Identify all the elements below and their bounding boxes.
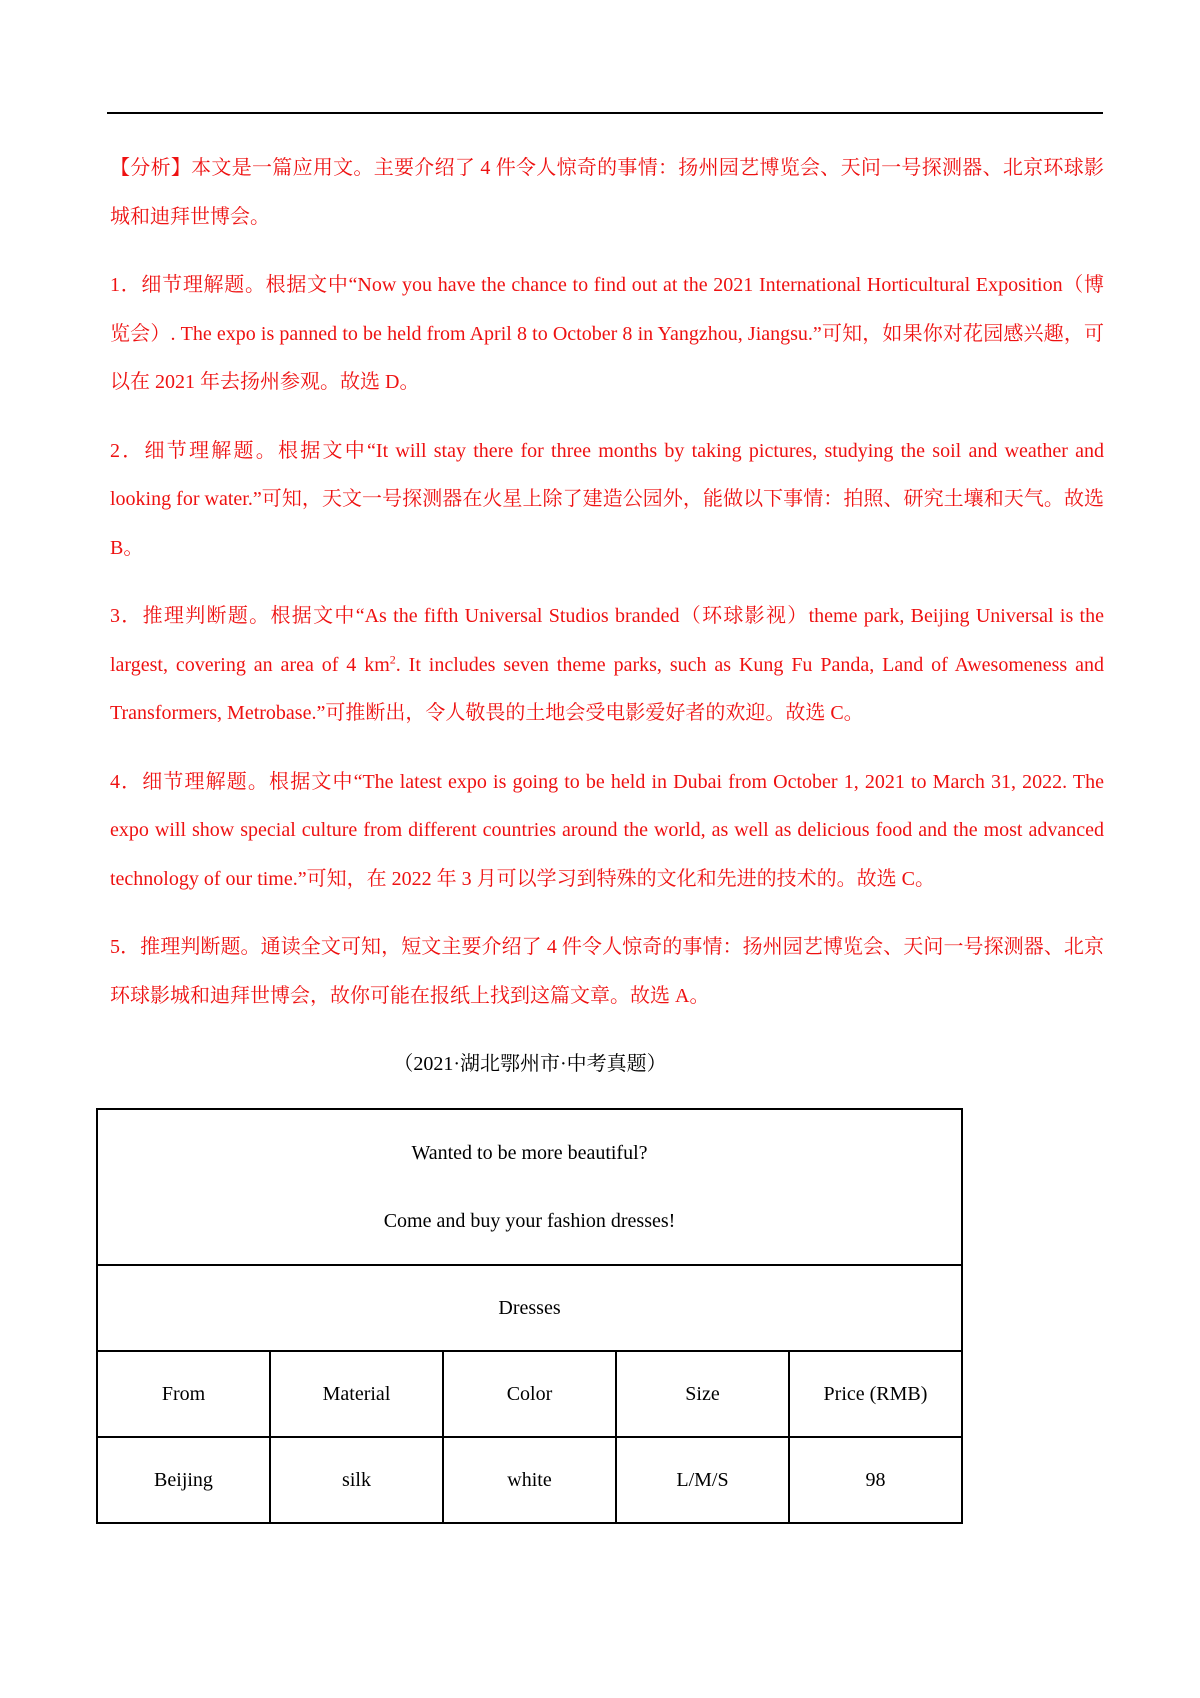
column-header-from: From [97,1351,270,1437]
answer-explanation-3 [110,592,1104,738]
answer-explanation-2: 2．细节理解题。根据文中“It will stay there for three months by taking pictures, studying the soil and weather and looking for water.”可知，天文一号探测器在火星上除了建造公园外，能做以下事情：拍照、研究土壤和天气。故选 B。 [110,439,1104,559]
dress-ad-table [96,1108,963,1524]
cell-size: L/M/S [616,1437,789,1523]
column-header-color: Color [443,1351,616,1437]
column-header-price: Price (RMB) [789,1351,962,1437]
ad-banner-line-1: Wanted to be more beautiful? [411,1142,648,1164]
table-title: Dresses [97,1265,962,1351]
table-row [97,1437,962,1523]
column-header-material: Material [270,1351,443,1437]
table-header-row [97,1351,962,1437]
answer-analysis [110,144,1104,1040]
cell-from: Beijing [97,1437,270,1523]
answer-explanation-5: 5．推理判断题。通读全文可知，短文主要介绍了 4 件令人惊奇的事情：扬州园艺博览会、天问一号探测器、北京环球影城和迪拜世博会，故你可能在报纸上找到这篇文章。故选 A。 [110,936,1104,1007]
ad-banner [97,1109,962,1265]
header-rule [107,112,1103,114]
answer-explanation-1: 1．细节理解题。根据文中“Now you have the chance to find out at the 2021 International Horticultural Exposition（博览会）. The expo is panned to be held from April 8 to October 8 in Yangzhou, Jiangsu.”可知，如果你对花园感兴趣，可以在 2021 年去扬州参观。故选 D。 [110,274,1104,393]
analysis-intro: 【分析】本文是一篇应用文。主要介绍了 4 件令人惊奇的事情：扬州园艺博览会、天问一号探测器、北京环球影城和迪拜世博会。 [110,157,1104,228]
superscript-2: 2 [389,651,396,666]
column-header-size: Size [616,1351,789,1437]
exam-source: （2021·湖北鄂州市·中考真题） [393,1053,667,1075]
cell-color: white [443,1437,616,1523]
cell-price: 98 [789,1437,962,1523]
answer-explanation-3-text-cont: . It includes seven theme parks, such as Kung Fu Panda, Land of Awesomeness and Transformers, Metrobase.”可推断出，令人敬畏的土地会受电影爱好者的欢迎。故选 C。 [110,653,1104,724]
cell-material: silk [270,1437,443,1523]
ad-banner-line-2: Come and buy your fashion dresses! [383,1210,676,1232]
answer-explanation-4: 4．细节理解题。根据文中“The latest expo is going to be held in Dubai from October 1, 2021 to March 31, 2022. The expo will show special culture from different countries around the world, as well as delicious food and the most advanced technology of our time.”可知，在 2022 年 3 月可以学习到特殊的文化和先进的技术的。故选 C。 [110,770,1104,890]
answer-explanation-3-text: 3．推理判断题。根据文中“As the fifth Universal Studios branded（环球影视）theme park, Beijing Universal is the largest, covering an area of 4 km [110,605,1104,676]
